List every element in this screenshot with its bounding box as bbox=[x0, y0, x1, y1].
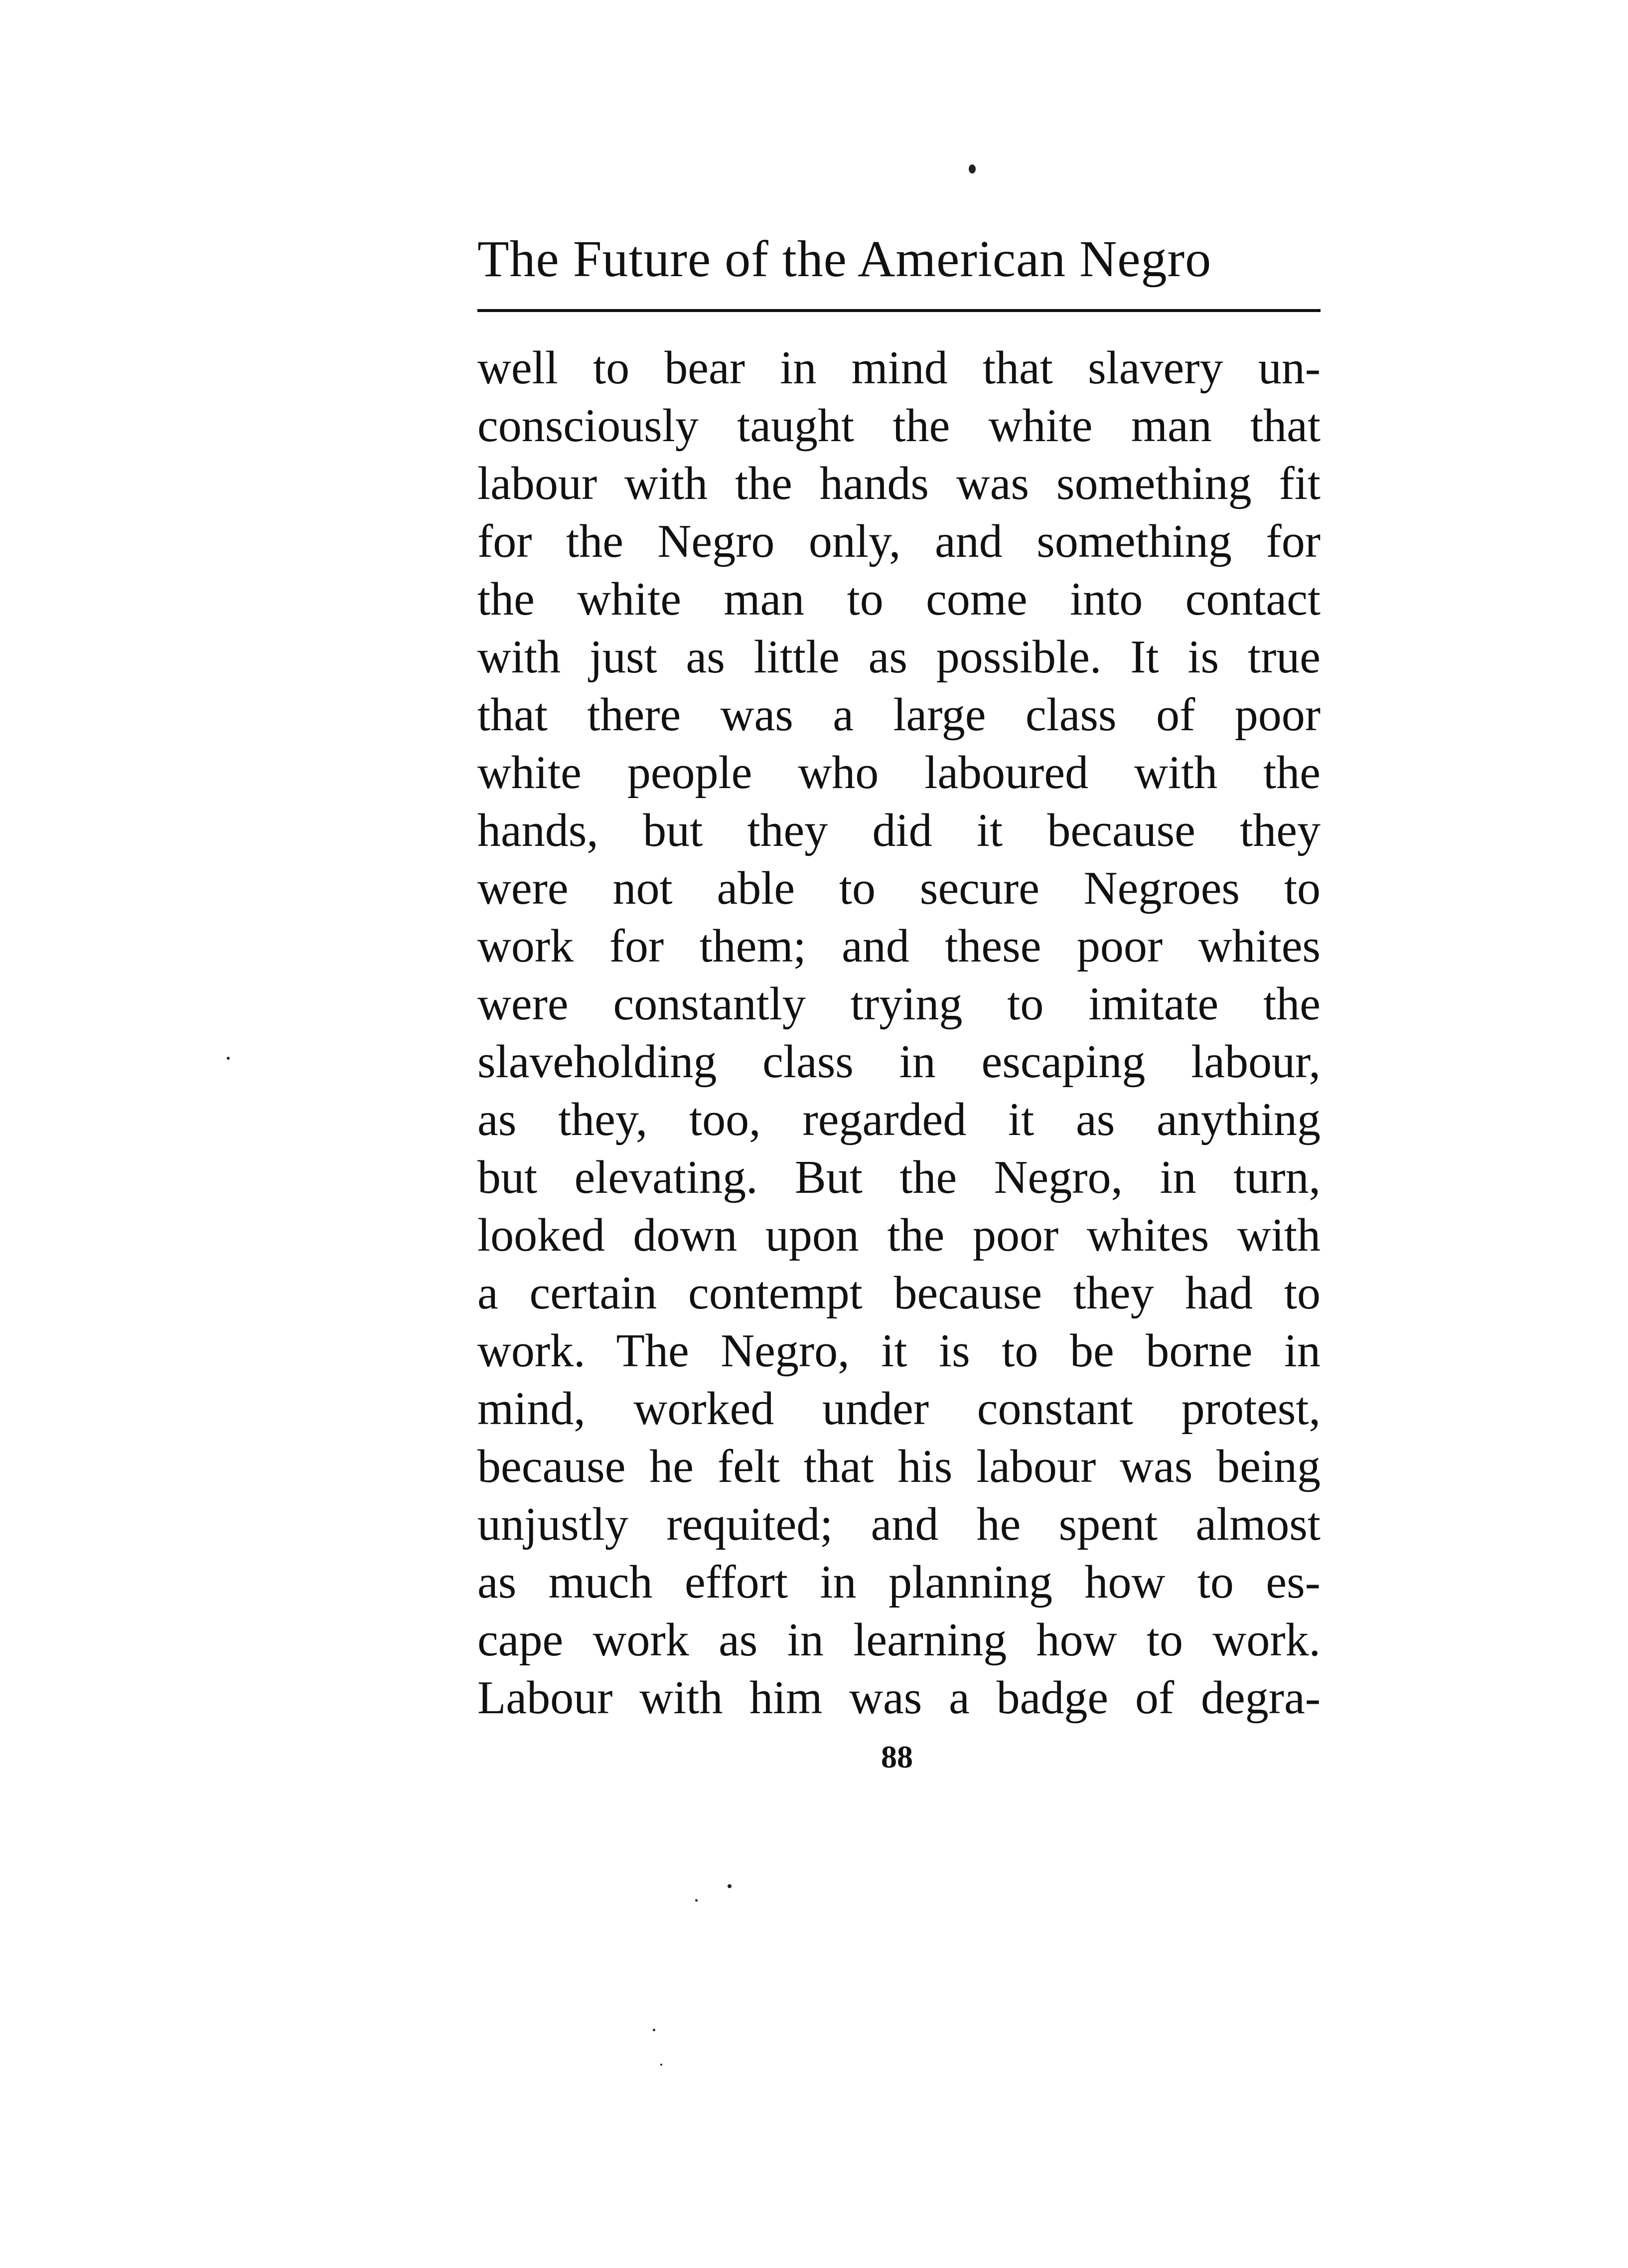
text-line: mind, worked under constant protest, bbox=[477, 1383, 1321, 1435]
ink-speck bbox=[653, 2029, 655, 2031]
text-line: work for them; and these poor whites bbox=[477, 920, 1321, 972]
text-line: were not able to secure Negroes to bbox=[477, 862, 1321, 914]
text-line: labour with the hands was something fit bbox=[477, 458, 1321, 509]
text-line: that there was a large class of poor bbox=[477, 689, 1321, 741]
text-line: for the Negro only, and something for bbox=[477, 515, 1321, 567]
text-line: were constantly trying to imitate the bbox=[477, 978, 1321, 1030]
ink-speck bbox=[728, 1884, 732, 1888]
text-line: well to bear in mind that slavery un- bbox=[477, 342, 1321, 394]
text-line: slaveholding class in escaping labour, bbox=[477, 1036, 1321, 1088]
text-line: as much effort in planning how to es- bbox=[477, 1556, 1321, 1608]
text-line: a certain contempt because they had to bbox=[477, 1267, 1321, 1319]
text-line: work. The Negro, it is to be borne in bbox=[477, 1325, 1321, 1377]
text-line: hands, but they did it because they bbox=[477, 805, 1321, 856]
ink-speck bbox=[695, 1899, 698, 1902]
ink-speck bbox=[660, 2064, 662, 2066]
header-rule bbox=[477, 309, 1321, 312]
text-line: cape work as in learning how to work. bbox=[477, 1614, 1321, 1666]
text-line: Labour with him was a badge of degra- bbox=[477, 1672, 1321, 1724]
ink-speck bbox=[969, 164, 976, 173]
text-line: with just as little as possible. It is true bbox=[477, 631, 1321, 683]
page-number: 88 bbox=[881, 1739, 913, 1775]
text-line: white people who laboured with the bbox=[477, 747, 1321, 799]
ink-speck bbox=[227, 1057, 230, 1060]
text-line: unjustly requited; and he spent almost bbox=[477, 1498, 1321, 1550]
text-line: the white man to come into contact bbox=[477, 573, 1321, 625]
text-line: looked down upon the poor whites with bbox=[477, 1209, 1321, 1261]
text-line: because he felt that his labour was being bbox=[477, 1441, 1321, 1492]
text-line: but elevating. But the Negro, in turn, bbox=[477, 1151, 1321, 1203]
body-text bbox=[477, 339, 1321, 1727]
text-line: as they, too, regarded it as anything bbox=[477, 1094, 1321, 1145]
text-line: consciously taught the white man that bbox=[477, 400, 1321, 452]
running-head: The Future of the American Negro bbox=[477, 230, 1212, 288]
